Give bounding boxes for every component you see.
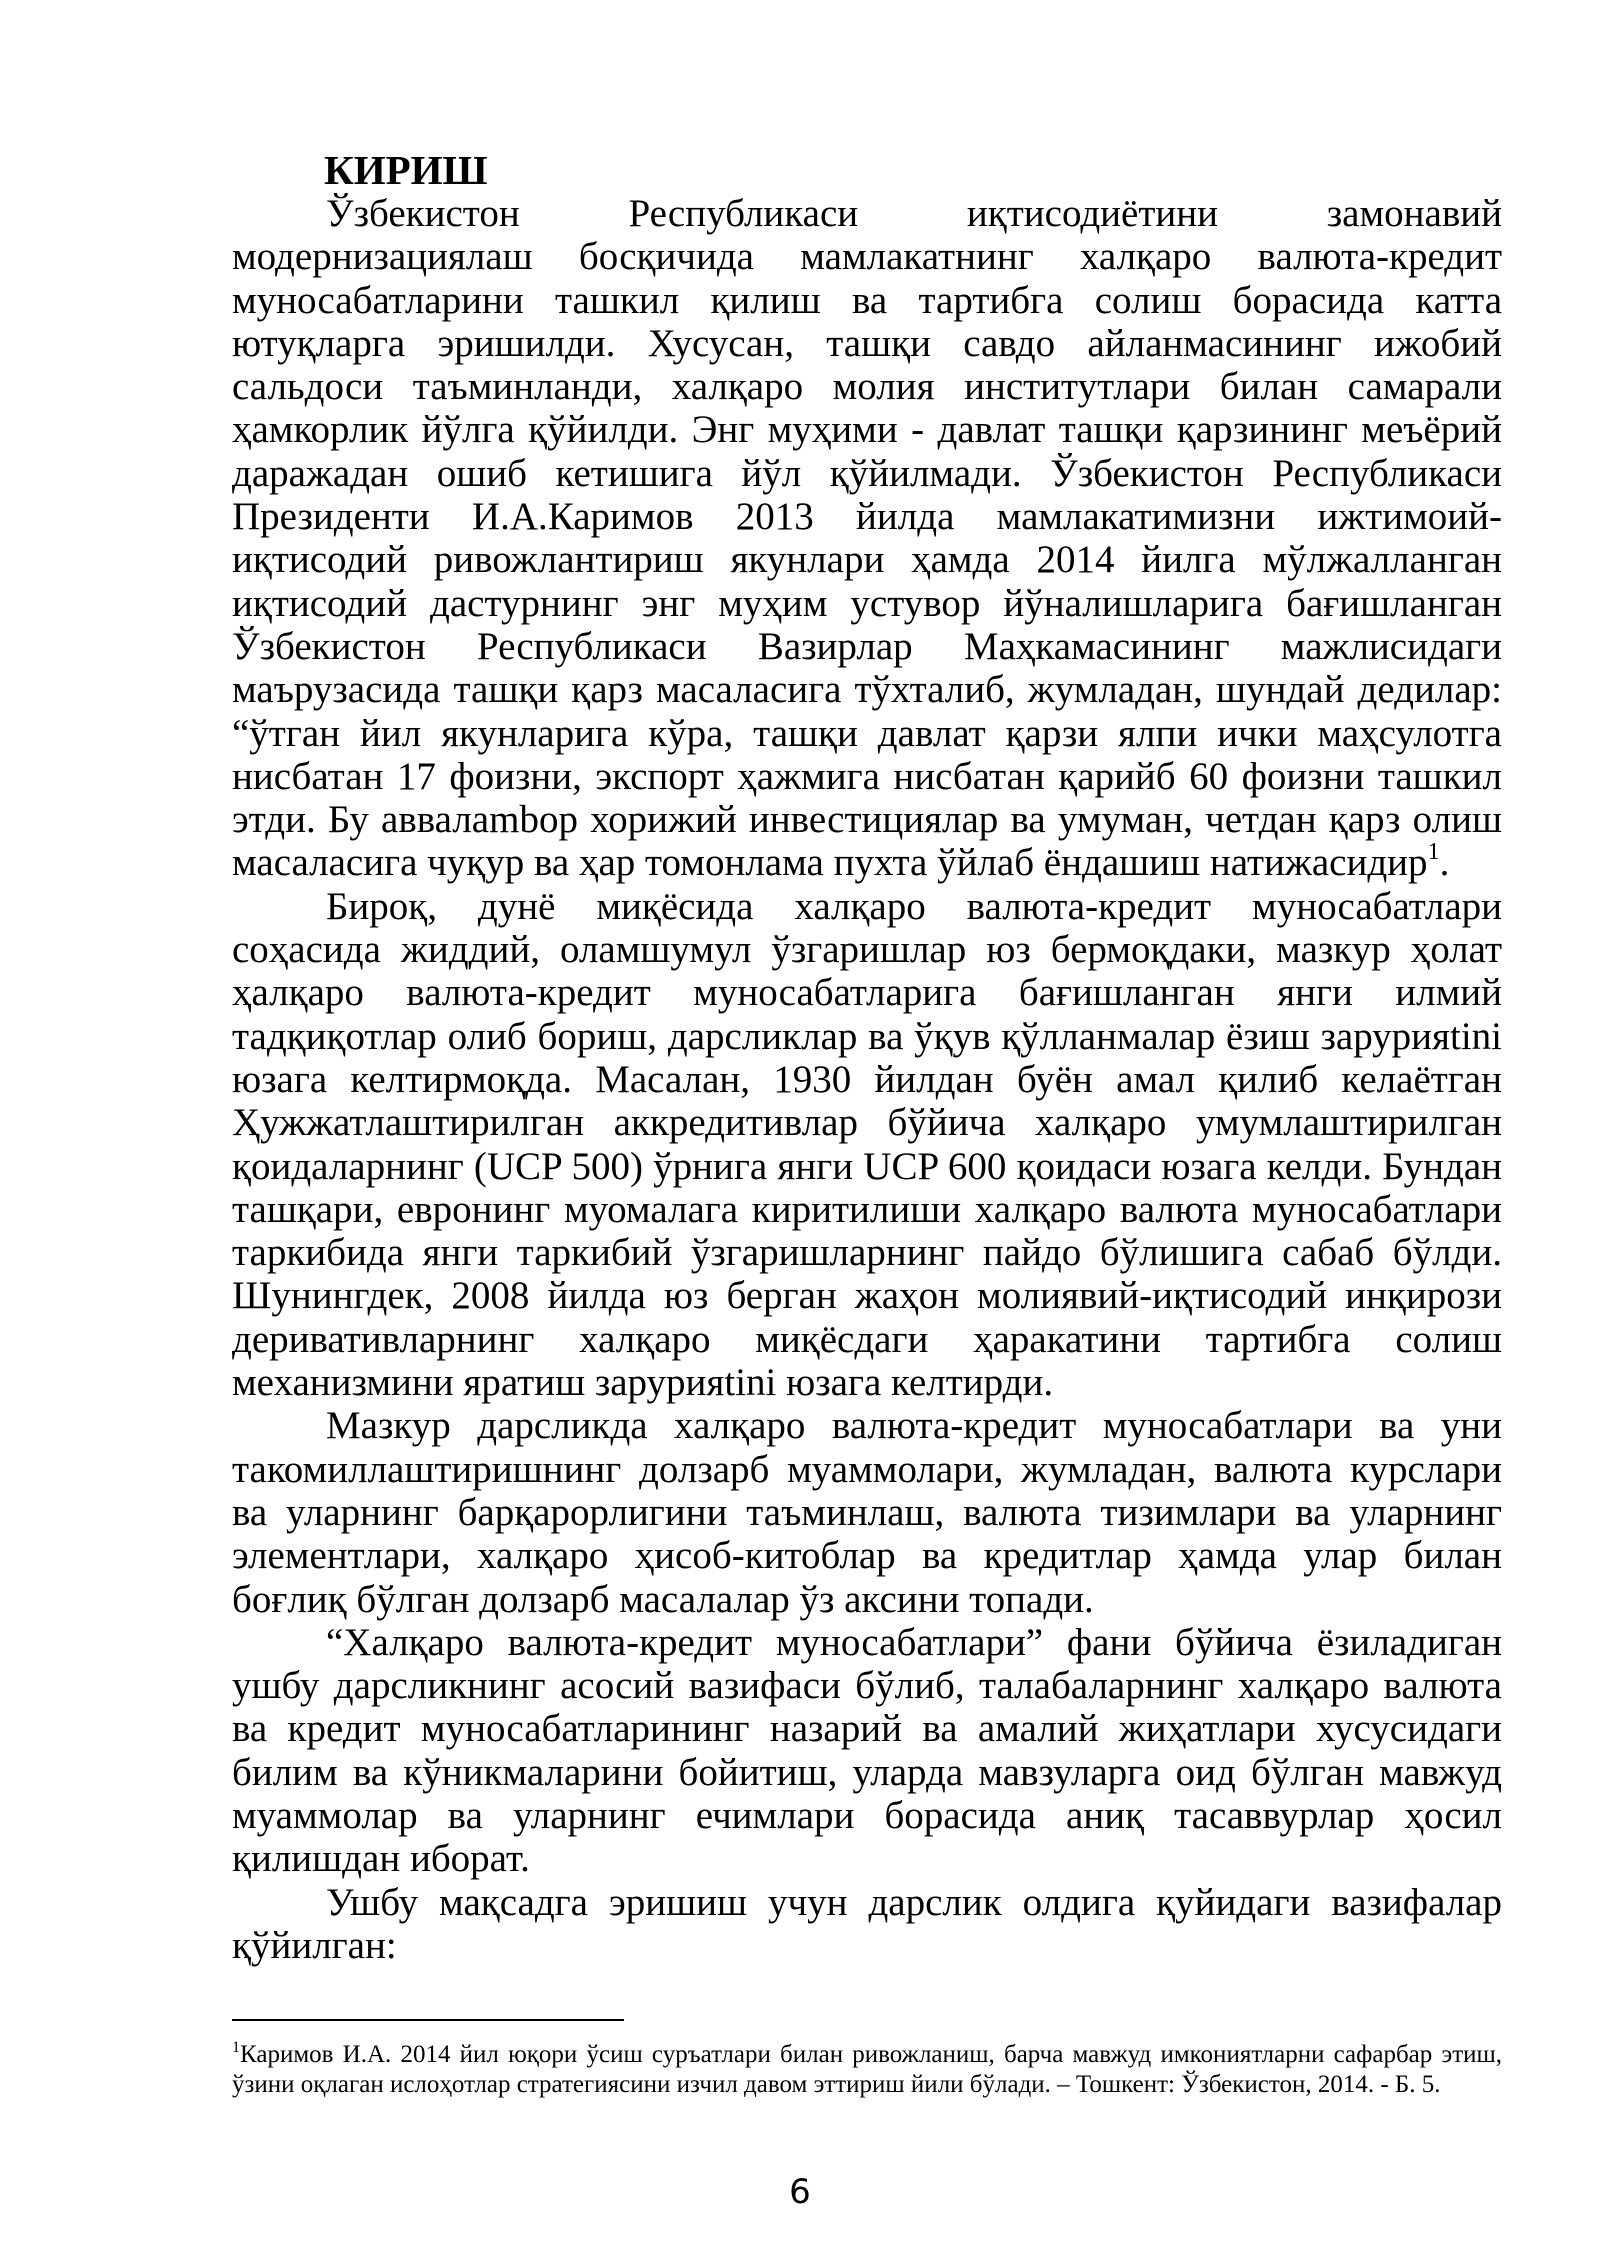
footnote-separator [232,2019,624,2021]
paragraph-2: Бироқ, дунё миқёсида халқаро валюта-кредит муносабатлари соҳасида жиддий, оламшумул ўзгаришлар юз бермоқдаки, мазкур ҳолат ҳалқаро валюта-кредит муносабатларига бағишланган янги илмий тадқиқотлар олиб бориш, дарсликлар ва ўқув қўлланмалар ёзиш зарурияtini юзага келтирмоқда. Масалан, 1930 йилдан буён амал қилиб келаётган Ҳужжатлаштирилган аккредитивлар бўйича халқаро умумлаштирилган қоидаларнинг (UCP 500) ўрнига янги UCP 600 қоидаси юзага келди. Бундан ташқари, евронинг муомалага киритилиши халқаро валюта муносабатлари таркибида янги таркибий ўзгаришларнинг пайдо бўлишига сабаб бўлди. Шунингдек, 2008 йилда юз берган жаҳон молиявий-иқтисодий инқирози деривативларнинг халқаро миқёсдаги ҳаракатини тартибга солиш механизмини яратиш зарурияtini юзага келтирди. [232,884,1502,1405]
footnote-reference: 1 [1427,839,1440,866]
paragraph-3: Мазкур дарсликда халқаро валюта-кредит муносабатлари ва уни такомиллаштиришнинг долзарб муаммолари, жумладан, валюта курслари ва уларнинг барқарорлигини таъминлаш, валюта тизимлари ва уларнинг элементлари, халқаро ҳисоб-китоблар ва кредитлар ҳамда улар билан боғлиқ бўлган долзарб масалалар ўз аксини топади. [232,1404,1502,1621]
footnote-marker: 1 [232,2039,240,2056]
paragraph-1-text: Ўзбекистон Республикаси иқтисодиётини замонавий модернизациялаш босқичида мамлакатнинг халқаро валюта-кредит муносабатларини ташкил қилиш ва тартибга солиш борасида катта ютуқларга эришилди. Хусусан, ташқи савдо айланмасининг ижобий сальдоси таъминланди, халқаро молия институтлари билан самарали ҳамкорлик йўлга қўйилди. Энг муҳими - давлат ташқи қарзининг меъёрий даражадан ошиб кетишига йўл қўйилмади. Ўзбекистон Республикаси Президенти И.А.Каримов 2013 йилда мамлакатимизни ижтимоий-иқтисодий ривожлантириш якунлари ҳамда 2014 йилга мўлжалланган иқтисодий дастурнинг энг муҳим устувор йўналишларига бағишланган Ўзбекистон Республикаси Вазирлар Маҳкамасининг мажлисидаги маърузасида ташқи қарз масаласига тўхталиб, жумладан, шундай дедилар: “ўтган йил якунларига кўра, ташқи давлат қарзи ялпи ички маҳсулотга нисбатан 17 фоизни, экспорт ҳажмига нисбатан қарийб 60 фоизни ташкил этди. Бу аввалambор хорижий инвестициялар ва умуман, четдан қарз олиш масаласига чуқур ва ҳар томонлама пухта ўйлаб ёндашиш натижасидир [232,192,1502,885]
paragraph-1-end: . [1439,841,1450,885]
paragraph-5: Ушбу мақсадга эришиш учун дарслик олдига қуйидаги вазифалар қўйилган: [232,1880,1502,1967]
footnote-text: Каримов И.А. 2014 йил юқори ўсиш суръатлари билан ривожланиш, барча мавжуд имкониятларни сафарбар этиш, ўзини оқлаган ислоҳотлар стратегиясини изчил давом эттириш йили бўлади. – Тошкент: Ўзбекистон, 2014. - Б. 5. [232,2041,1502,2098]
body-text [232,148,1502,1967]
section-heading: КИРИШ [324,147,488,193]
paragraph-4: “Халқаро валюта-кредит муносабатлари” фани бўйича ёзиладиган ушбу дарсликнинг асосий вазифаси бўлиб, талабаларнинг халқаро валюта ва кредит муносабатларининг назарий ва амалий жиҳатлари хусусидаги билим ва кўникмаларини бойитиш, уларда мавзуларга оид бўлган мавжуд муаммолар ва уларнинг ечимлари борасида аниқ тасаввурлар ҳосил қилишдан иборат. [232,1620,1502,1881]
page-number: 6 [789,2172,811,2212]
footnote [232,2040,1502,2100]
paragraph-1 [232,192,1502,885]
